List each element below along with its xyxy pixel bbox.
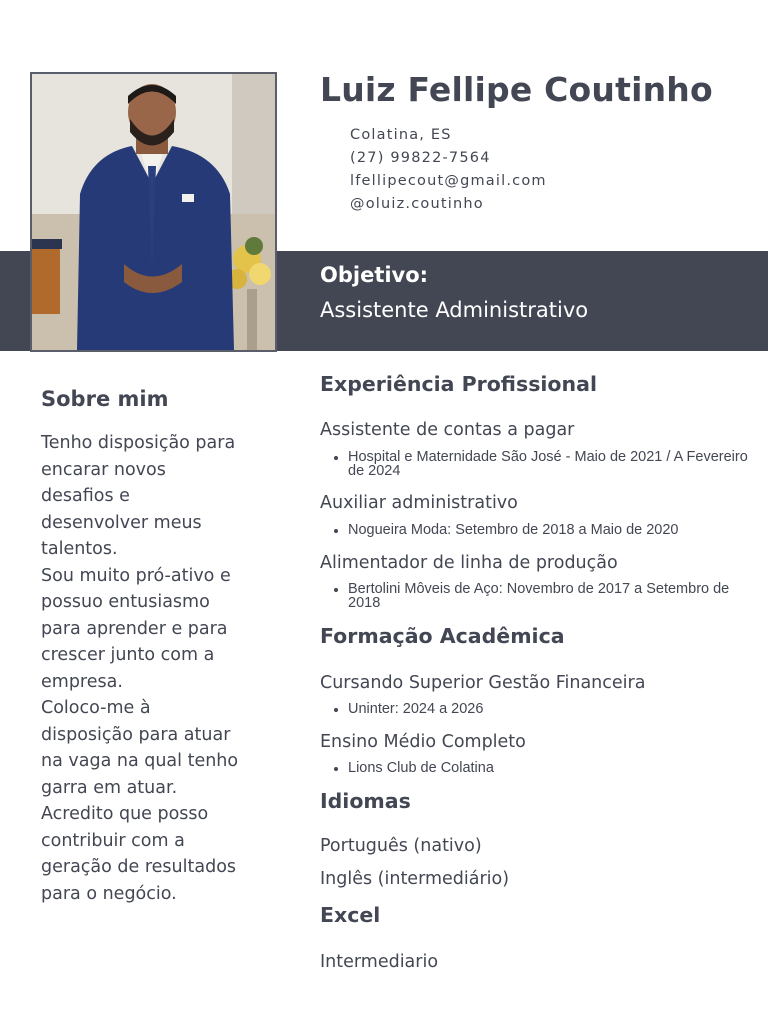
about-paragraph: Tenho disposição para encarar novos desafios e desenvolver meus talentos. [41,433,236,559]
language-item: Português (nativo) [320,836,482,856]
objective-label: Objetivo: [320,263,429,287]
education-course: Cursando Superior Gestão Financeira [320,673,646,693]
language-item: Inglês (intermediário) [320,869,510,889]
education-detail: Lions Club de Colatina [348,761,748,775]
candidate-name: Luiz Fellipe Coutinho [320,70,713,109]
education-title: Formação Acadêmica [320,624,565,648]
contact-phone: (27) 99822-7564 [350,150,491,166]
profile-photo [30,72,277,352]
experience-title: Experiência Profissional [320,372,597,396]
excel-title: Excel [320,903,381,927]
about-paragraph: Coloco-me à disposição para atuar na vaga na qual tenho garra em atuar. Acredito que posso contribuir com a geração de resultados para o negócio. [41,698,239,904]
excel-level: Intermediario [320,952,439,972]
about-title: Sobre mim [41,387,169,411]
contact-location: Colatina, ES [350,127,452,143]
contact-email: lfellipecout@gmail.com [350,173,547,189]
contact-social: @oluiz.coutinho [350,196,484,212]
education-course: Ensino Médio Completo [320,732,526,752]
experience-detail: Bertolini Môveis de Aço: Novembro de 2017 a Setembro de 2018 [348,582,748,610]
about-text [41,430,241,907]
education-detail: Uninter: 2024 a 2026 [348,702,748,716]
experience-role: Auxiliar administrativo [320,493,518,513]
profile-photo-illustration [32,74,275,350]
objective-value: Assistente Administrativo [320,298,589,322]
about-paragraph: Sou muito pró-ativo e possuo entusiasmo para aprender e para crescer junto com a empresa. [41,565,231,692]
contact-list [350,124,547,216]
experience-role: Alimentador de linha de produção [320,553,618,573]
experience-detail: Hospital e Maternidade São José - Maio de 2021 / A Fevereiro de 2024 [348,449,748,479]
experience-role: Assistente de contas a pagar [320,420,575,440]
experience-detail: Nogueira Moda: Setembro de 2018 a Maio de 2020 [348,523,748,537]
languages-title: Idiomas [320,789,411,813]
